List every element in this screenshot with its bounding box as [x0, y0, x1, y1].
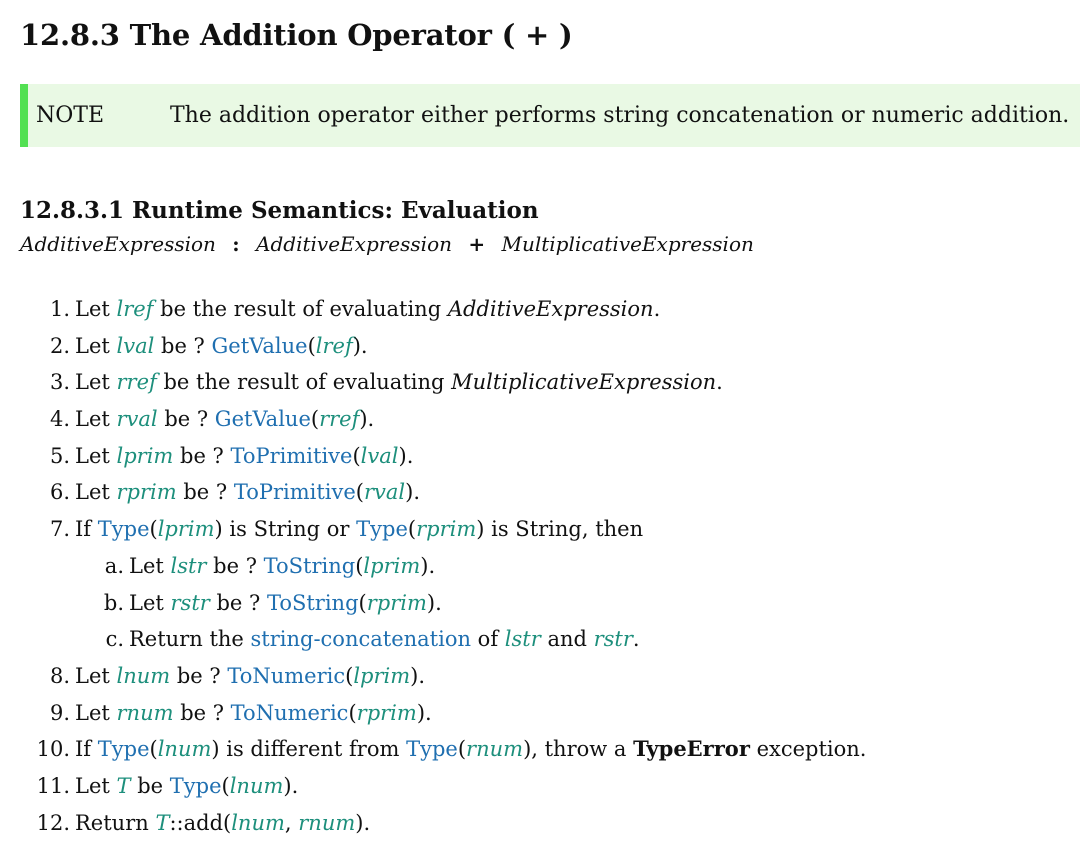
grammar-plus: +	[468, 232, 486, 256]
variable-ref[interactable]: lstr	[170, 553, 207, 578]
step-text: .	[716, 370, 723, 395]
operation-link[interactable]: GetValue	[211, 333, 308, 358]
step-text: (	[457, 737, 467, 762]
variable-ref[interactable]: lnum	[116, 663, 171, 688]
variable-ref[interactable]: T	[155, 810, 170, 835]
variable-ref[interactable]: lval	[116, 333, 155, 358]
step-content	[75, 805, 370, 842]
operation-link[interactable]: ToString	[266, 590, 359, 615]
step-text: Return	[75, 810, 156, 835]
step-text: ).	[359, 407, 375, 432]
variable-ref[interactable]: rprim	[366, 590, 427, 615]
step-number: 4.	[49, 407, 70, 432]
variable-ref[interactable]: lnum	[229, 773, 284, 798]
step-content	[75, 364, 723, 401]
step-text: ) is different from	[211, 737, 407, 762]
step-text: (	[307, 333, 316, 358]
step-text: ).	[416, 700, 432, 725]
step-number: c.	[105, 627, 124, 652]
variable-ref[interactable]: rstr	[593, 627, 633, 652]
step-text: be ?	[173, 443, 231, 468]
step-text: .	[632, 627, 640, 652]
variable-ref[interactable]: lprim	[353, 663, 411, 688]
step-text: Let	[75, 333, 117, 358]
step-text: (	[407, 517, 417, 542]
variable-ref[interactable]: T	[116, 773, 131, 798]
step-text: of	[471, 627, 505, 652]
step-text: (	[149, 517, 158, 542]
step-content	[75, 511, 643, 548]
step-text: be ?	[173, 700, 231, 725]
note-text: The addition operator either performs string concatenation or numeric addition.	[170, 103, 1070, 128]
step-text: be ?	[170, 663, 228, 688]
subsection-title: 12.8.3.1 Runtime Semantics: Evaluation	[20, 197, 539, 224]
step-text: be the result of evaluating	[156, 370, 452, 395]
step-number: 2.	[49, 333, 70, 358]
step-content	[75, 438, 413, 475]
variable-ref[interactable]: rref	[116, 370, 157, 395]
step-text: ).	[283, 773, 299, 798]
step-text: Let	[75, 480, 117, 505]
step-text: ).	[405, 480, 421, 505]
step-number: 8.	[49, 663, 70, 688]
step-content	[75, 401, 374, 438]
step-text: Let	[75, 443, 117, 468]
variable-ref[interactable]: rprim	[416, 517, 477, 542]
step-content	[75, 695, 432, 732]
step-content	[75, 474, 420, 511]
step-text: Let	[75, 370, 117, 395]
step-number: 1.	[49, 297, 70, 321]
step-text: be ?	[157, 407, 215, 432]
variable-ref[interactable]: lprim	[157, 517, 215, 542]
step-text: (	[358, 590, 367, 615]
step-content	[129, 585, 442, 622]
step-text: Let	[75, 407, 117, 432]
step-text: ) is String, then	[476, 517, 644, 542]
step-content	[75, 768, 298, 805]
operation-link[interactable]: ToString	[263, 553, 356, 578]
variable-ref[interactable]: rref	[319, 407, 360, 432]
step-text: Let	[75, 297, 117, 321]
step-text: be ?	[209, 590, 267, 615]
step-text: (	[352, 443, 361, 468]
operation-link[interactable]: Type	[406, 737, 458, 762]
step-content	[75, 731, 866, 768]
grammar-lhs[interactable]: AdditiveExpression	[20, 232, 216, 256]
variable-ref[interactable]: lstr	[504, 627, 541, 652]
variable-ref[interactable]: lprim	[363, 553, 421, 578]
step-text: ).	[410, 663, 426, 688]
step-text: (	[345, 663, 354, 688]
variable-ref[interactable]: lref	[315, 333, 353, 358]
step-text: (	[355, 553, 364, 578]
step-number: 12.	[36, 810, 70, 835]
step-text: (	[355, 480, 364, 505]
note-box	[20, 84, 1080, 147]
grammar-rhs-1[interactable]: AdditiveExpression	[256, 232, 452, 256]
operation-link[interactable]: Type	[169, 773, 222, 798]
variable-ref[interactable]: lprim	[116, 443, 174, 468]
step-text: and	[540, 627, 594, 652]
grammar-rhs-2[interactable]: MultiplicativeExpression	[501, 232, 754, 256]
step-text: ,	[284, 810, 299, 835]
step-text: If	[75, 737, 98, 762]
variable-ref[interactable]: rprim	[356, 700, 417, 725]
step-text: be ?	[176, 480, 234, 505]
step-number: b.	[103, 590, 124, 615]
step-text: Let	[129, 590, 171, 615]
step-content	[75, 291, 660, 328]
step-text: (	[348, 700, 357, 725]
step-text: Let	[75, 773, 117, 798]
step-number: 10.	[36, 737, 70, 762]
step-text: ).	[352, 333, 368, 358]
nonterminal-ref[interactable]: AdditiveExpression	[447, 297, 654, 321]
note-label: NOTE	[36, 103, 105, 128]
grammar-separator: :	[232, 232, 240, 256]
step-text: ).	[355, 810, 371, 835]
step-content	[129, 621, 640, 658]
step-text: If	[75, 517, 98, 542]
variable-ref[interactable]: rval	[116, 407, 158, 432]
variable-ref[interactable]: rnum	[298, 810, 356, 835]
operation-link[interactable]: ToNumeric	[230, 700, 349, 725]
step-text: (	[149, 737, 158, 762]
step-number: 9.	[49, 700, 70, 725]
operation-link[interactable]: ToPrimitive	[230, 443, 353, 468]
step-text: be	[130, 773, 170, 798]
operation-link[interactable]: GetValue	[214, 407, 311, 432]
step-text: Let	[75, 663, 117, 688]
variable-ref[interactable]: rprim	[116, 480, 177, 505]
step-text: be ?	[206, 553, 264, 578]
step-text: ).	[398, 443, 414, 468]
variable-ref[interactable]: rval	[364, 480, 406, 505]
step-text: be the result of evaluating	[153, 297, 448, 321]
step-number: 3.	[49, 370, 70, 395]
variable-ref[interactable]: rstr	[170, 590, 210, 615]
step-text: Let	[75, 700, 117, 725]
step-content	[75, 658, 425, 695]
step-number: 6.	[49, 480, 70, 505]
step-text: (	[310, 407, 320, 432]
variable-ref[interactable]: rnum	[466, 737, 524, 762]
step-text: exception.	[749, 737, 867, 762]
step-number: 7.	[49, 517, 70, 542]
step-text: ).	[426, 590, 442, 615]
operation-link[interactable]: Type	[97, 737, 150, 762]
operation-link[interactable]: ToNumeric	[227, 663, 346, 688]
step-number: 5.	[49, 443, 70, 468]
step-text: Let	[129, 553, 171, 578]
variable-ref[interactable]: rnum	[116, 700, 174, 725]
operation-link[interactable]: Type	[356, 517, 408, 542]
step-number: a.	[104, 553, 124, 578]
step-content	[75, 328, 368, 365]
step-text: be ?	[154, 333, 212, 358]
step-text: ), throw a	[523, 737, 634, 762]
operation-link[interactable]: string-concatenation	[250, 627, 471, 652]
variable-ref[interactable]: lnum	[231, 810, 285, 835]
step-text: ) is String or	[214, 517, 357, 542]
grammar-production	[20, 232, 754, 256]
step-content	[129, 548, 435, 585]
variable-ref[interactable]: lval	[360, 443, 399, 468]
step-text: (	[221, 773, 230, 798]
step-text: .	[653, 297, 661, 321]
operation-link[interactable]: ToPrimitive	[233, 480, 356, 505]
operation-link[interactable]: Type	[97, 517, 150, 542]
section-title: 12.8.3 The Addition Operator ( + )	[20, 18, 573, 52]
variable-ref[interactable]: lnum	[157, 737, 212, 762]
step-text: Return the	[129, 627, 251, 652]
nonterminal-ref[interactable]: MultiplicativeExpression	[451, 370, 717, 395]
error-type: TypeError	[633, 736, 750, 762]
step-number: 11.	[36, 773, 70, 798]
step-text: ::add(	[169, 810, 232, 835]
step-text: ).	[420, 553, 436, 578]
variable-ref[interactable]: lref	[116, 297, 154, 321]
